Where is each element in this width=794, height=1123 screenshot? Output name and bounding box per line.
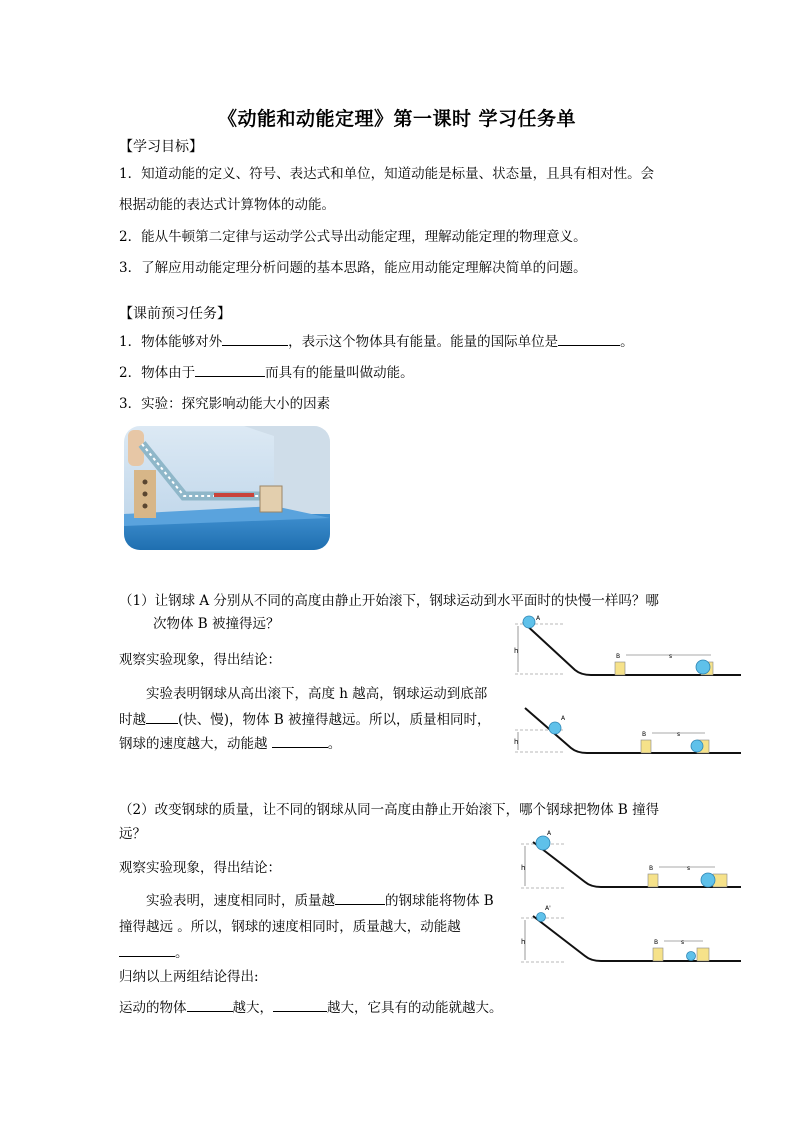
part2-observe: 观察实验现象，得出结论： [119, 860, 281, 876]
part1-observe: 观察实验现象，得出结论： [119, 652, 281, 668]
goal-3: 3．了解应用动能定理分析问题的基本思路，能应用动能定理解决简单的问题。 [119, 260, 587, 276]
blank-part2-energy[interactable] [119, 942, 175, 957]
part2-c1-text-b: 的钢球能将物体 B [385, 893, 494, 909]
part1-c2-text-a: 时越 [119, 712, 146, 728]
preview-heading: 【课前预习任务】 [119, 306, 231, 322]
goal-1-line-2: 根据动能的表达式计算物体的动能。 [119, 197, 335, 213]
part1-block-label-1: B [616, 653, 621, 660]
part2-dist-label-1: s [687, 865, 691, 872]
part2-diagram-large-ball [521, 830, 741, 888]
preview-q2-text-a: 2．物体由于 [119, 365, 196, 381]
preview-q1-text-b: ，表示这个物体具有能量。能量的国际单位是 [288, 334, 559, 350]
blank-final-1[interactable] [187, 997, 233, 1012]
summary-label: 归纳以上两组结论得出: [119, 969, 259, 985]
part1-diagram-low [514, 708, 741, 753]
part1-diagram-high [514, 615, 741, 675]
part1-height-label-1: h [514, 647, 519, 655]
goal-2: 2．能从牛顿第二定律与运动学公式导出动能定理，理解动能定理的物理意义。 [119, 229, 587, 245]
part2-ball-a-label: A [547, 830, 552, 837]
part2-question-line-2: 远？ [119, 826, 146, 842]
part2-diagram-small-ball [521, 905, 741, 962]
preview-q3: 3．实验：探究影响动能大小的因素 [119, 396, 331, 412]
part1-conclusion-line-2 [119, 709, 491, 730]
part2-block-label-2: B [654, 939, 659, 946]
blank-q2[interactable] [195, 362, 265, 377]
part2-c1-text-a: 实验表明，速度相同时，质量越 [146, 893, 335, 909]
part2-c3-text: 。 [175, 945, 189, 961]
part2-conclusion-line-2: 撞得越远 。所以，钢球的速度相同时，质量越大，动能越 [119, 919, 461, 935]
preview-q2 [119, 362, 414, 383]
blank-part1-speed[interactable] [146, 709, 178, 724]
final-conclusion [119, 997, 503, 1018]
part2-diagrams [515, 830, 745, 970]
final-text-c: 越大，它具有的动能就越大。 [327, 1000, 503, 1016]
final-text-a: 运动的物体 [119, 1000, 187, 1016]
part1-c3-text-a: 钢球的速度越大，动能越 [119, 736, 272, 752]
part2-dist-label-2: s [681, 939, 685, 946]
goals-heading: 【学习目标】 [119, 139, 203, 155]
part1-block-label-2: B [642, 731, 647, 738]
part2-ball-a2-label: A' [545, 905, 551, 912]
blank-part1-energy[interactable] [272, 733, 328, 748]
part1-dist-label-1: s [669, 653, 673, 660]
part1-diagrams [505, 612, 745, 762]
part1-ball-a-label-2: A [561, 715, 566, 722]
part2-conclusion-line-1 [146, 890, 494, 911]
part1-question-line-2: 次物体 B 被撞得远？ [153, 616, 280, 632]
part2-conclusion-line-3 [119, 942, 189, 963]
preview-q2-text-b: 而具有的能量叫做动能。 [265, 365, 414, 381]
blank-q1-unit[interactable] [558, 331, 620, 346]
part1-conclusion-line-1: 实验表明钢球从高出滚下，高度 h 越高，钢球运动到底部 [146, 686, 488, 702]
part2-height-label-2: h [521, 938, 526, 946]
part1-dist-label-2: s [677, 731, 681, 738]
part1-ball-a-label-1: A [536, 615, 541, 622]
part2-height-label-1: h [521, 864, 526, 872]
goal-1-line-1: 1．知道动能的定义、符号、表达式和单位，知道动能是标量、状态量，且具有相对性。会 [119, 166, 655, 182]
preview-q1 [119, 331, 634, 352]
part1-height-label-2: h [514, 738, 519, 746]
preview-q1-text-c: 。 [620, 334, 634, 350]
final-text-b: 越大， [232, 1000, 273, 1016]
part1-c2-text-b: (快、慢)，物体 B 被撞得越远。所以，质量相同时， [178, 712, 491, 728]
page-title: 《动能和动能定理》第一课时 学习任务单 [217, 108, 577, 130]
blank-part2-mass[interactable] [335, 890, 385, 905]
part1-question-line-1: （1）让钢球 A 分别从不同的高度由静止开始滚下，钢球运动到水平面时的快慢一样吗？哪 [119, 593, 659, 609]
part1-c3-text-b: 。 [327, 736, 342, 752]
part1-conclusion-line-3 [119, 733, 341, 754]
experiment-photo [124, 426, 330, 550]
part2-block-label-1: B [649, 865, 654, 872]
blank-final-2[interactable] [273, 997, 327, 1012]
part2-question-line-1: （2）改变钢球的质量，让不同的钢球从同一高度由静止开始滚下，哪个钢球把物体 B 撞得 [119, 802, 660, 818]
blank-q1-first[interactable] [222, 331, 288, 346]
preview-q1-text-a: 1．物体能够对外 [119, 334, 223, 350]
